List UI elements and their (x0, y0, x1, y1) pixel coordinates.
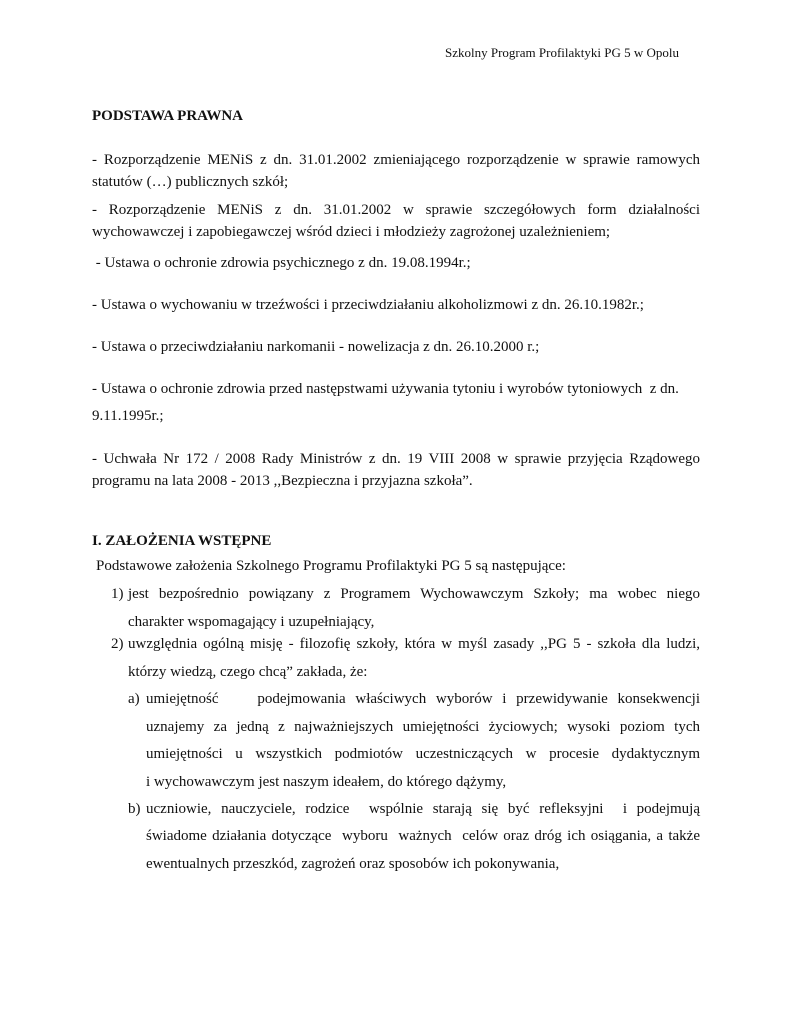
item-1-line-2: charakter wspomagający i uzupełniający, (128, 614, 375, 630)
legal-item-3: - Ustawa o ochronie zdrowia psychicznego z dn. 19.08.1994r.; (92, 255, 471, 271)
sub-b-line-3: ewentualnych przeszkód, zagrożeń oraz sposobów ich pokonywania, (146, 856, 560, 872)
sub-a-line-2: uznajemy za jedną z najważniejszych umiejętności życiowych; wysoki poziom tych (146, 719, 700, 735)
sub-b-line-2: świadome działania dotyczące wyboru ważnych celów oraz dróg ich osiągania, a także (146, 828, 700, 844)
legal-item-2: - Rozporządzenie MENiS z dn. 31.01.2002 w sprawie szczegółowych form działalności wychowawczej i zapobiegawczej wśród dzieci i młodzieży zagrożonej uzależnieniem; (92, 202, 700, 240)
legal-item-6: - Ustawa o ochronie zdrowia przed następstwami używania tytoniu i wyrobów tytoniowych z dn. (92, 381, 679, 397)
item-2-line-1: uwzględnia ogólną misję - filozofię szkoły, która w myśl zasady ,,PG 5 - szkoła dla ludzi, (128, 636, 700, 652)
legal-item-6-cont: 9.11.1995r.; (92, 408, 164, 424)
section-1-intro: Podstawowe założenia Szkolnego Programu Profilaktyki PG 5 są następujące: (96, 558, 566, 574)
item-2-number: 2) (111, 636, 124, 652)
sub-b-label: b) (128, 801, 141, 817)
sub-b-line-1: uczniowie, nauczyciele, rodzice wspólnie starają się być refleksyjni i podejmują (146, 801, 700, 817)
legal-item-5: - Ustawa o przeciwdziałaniu narkomanii - nowelizacja z dn. 26.10.2000 r.; (92, 339, 540, 355)
legal-item-1: - Rozporządzenie MENiS z dn. 31.01.2002 zmieniającego rozporządzenie w sprawie ramowych statutów (…) publicznych szkół; (92, 152, 700, 190)
legal-item-4: - Ustawa o wychowaniu w trzeźwości i przeciwdziałaniu alkoholizmowi z dn. 26.10.1982r.; (92, 297, 644, 313)
sub-a-line-3: umiejętności u wszystkich podmiotów uczestniczących w procesie dydaktycznym (146, 746, 700, 762)
sub-a-line-4: i wychowawczym jest naszym ideałem, do którego dążymy, (146, 774, 507, 790)
legal-basis-heading: PODSTAWA PRAWNA (92, 108, 243, 124)
running-header: Szkolny Program Profilaktyki PG 5 w Opolu (445, 45, 679, 60)
item-1-line-1: jest bezpośrednio powiązany z Programem Wychowawczym Szkoły; ma wobec niego (128, 586, 700, 602)
sub-a-label: a) (128, 691, 140, 707)
item-1-number: 1) (111, 586, 124, 602)
item-2-line-2: którzy wiedzą, czego chcą” zakłada, że: (128, 664, 368, 680)
legal-item-7: - Uchwała Nr 172 / 2008 Rady Ministrów z dn. 19 VIII 2008 w sprawie przyjęcia Rządowego programu na lata 2008 - 2013 ,,Bezpieczna i przyjazna szkoła”. (92, 451, 700, 489)
section-1-heading: I. ZAŁOŻENIA WSTĘPNE (92, 533, 272, 549)
sub-a-line-1: umiejętność podejmowania właściwych wyborów i przewidywanie konsekwencji (146, 691, 700, 707)
